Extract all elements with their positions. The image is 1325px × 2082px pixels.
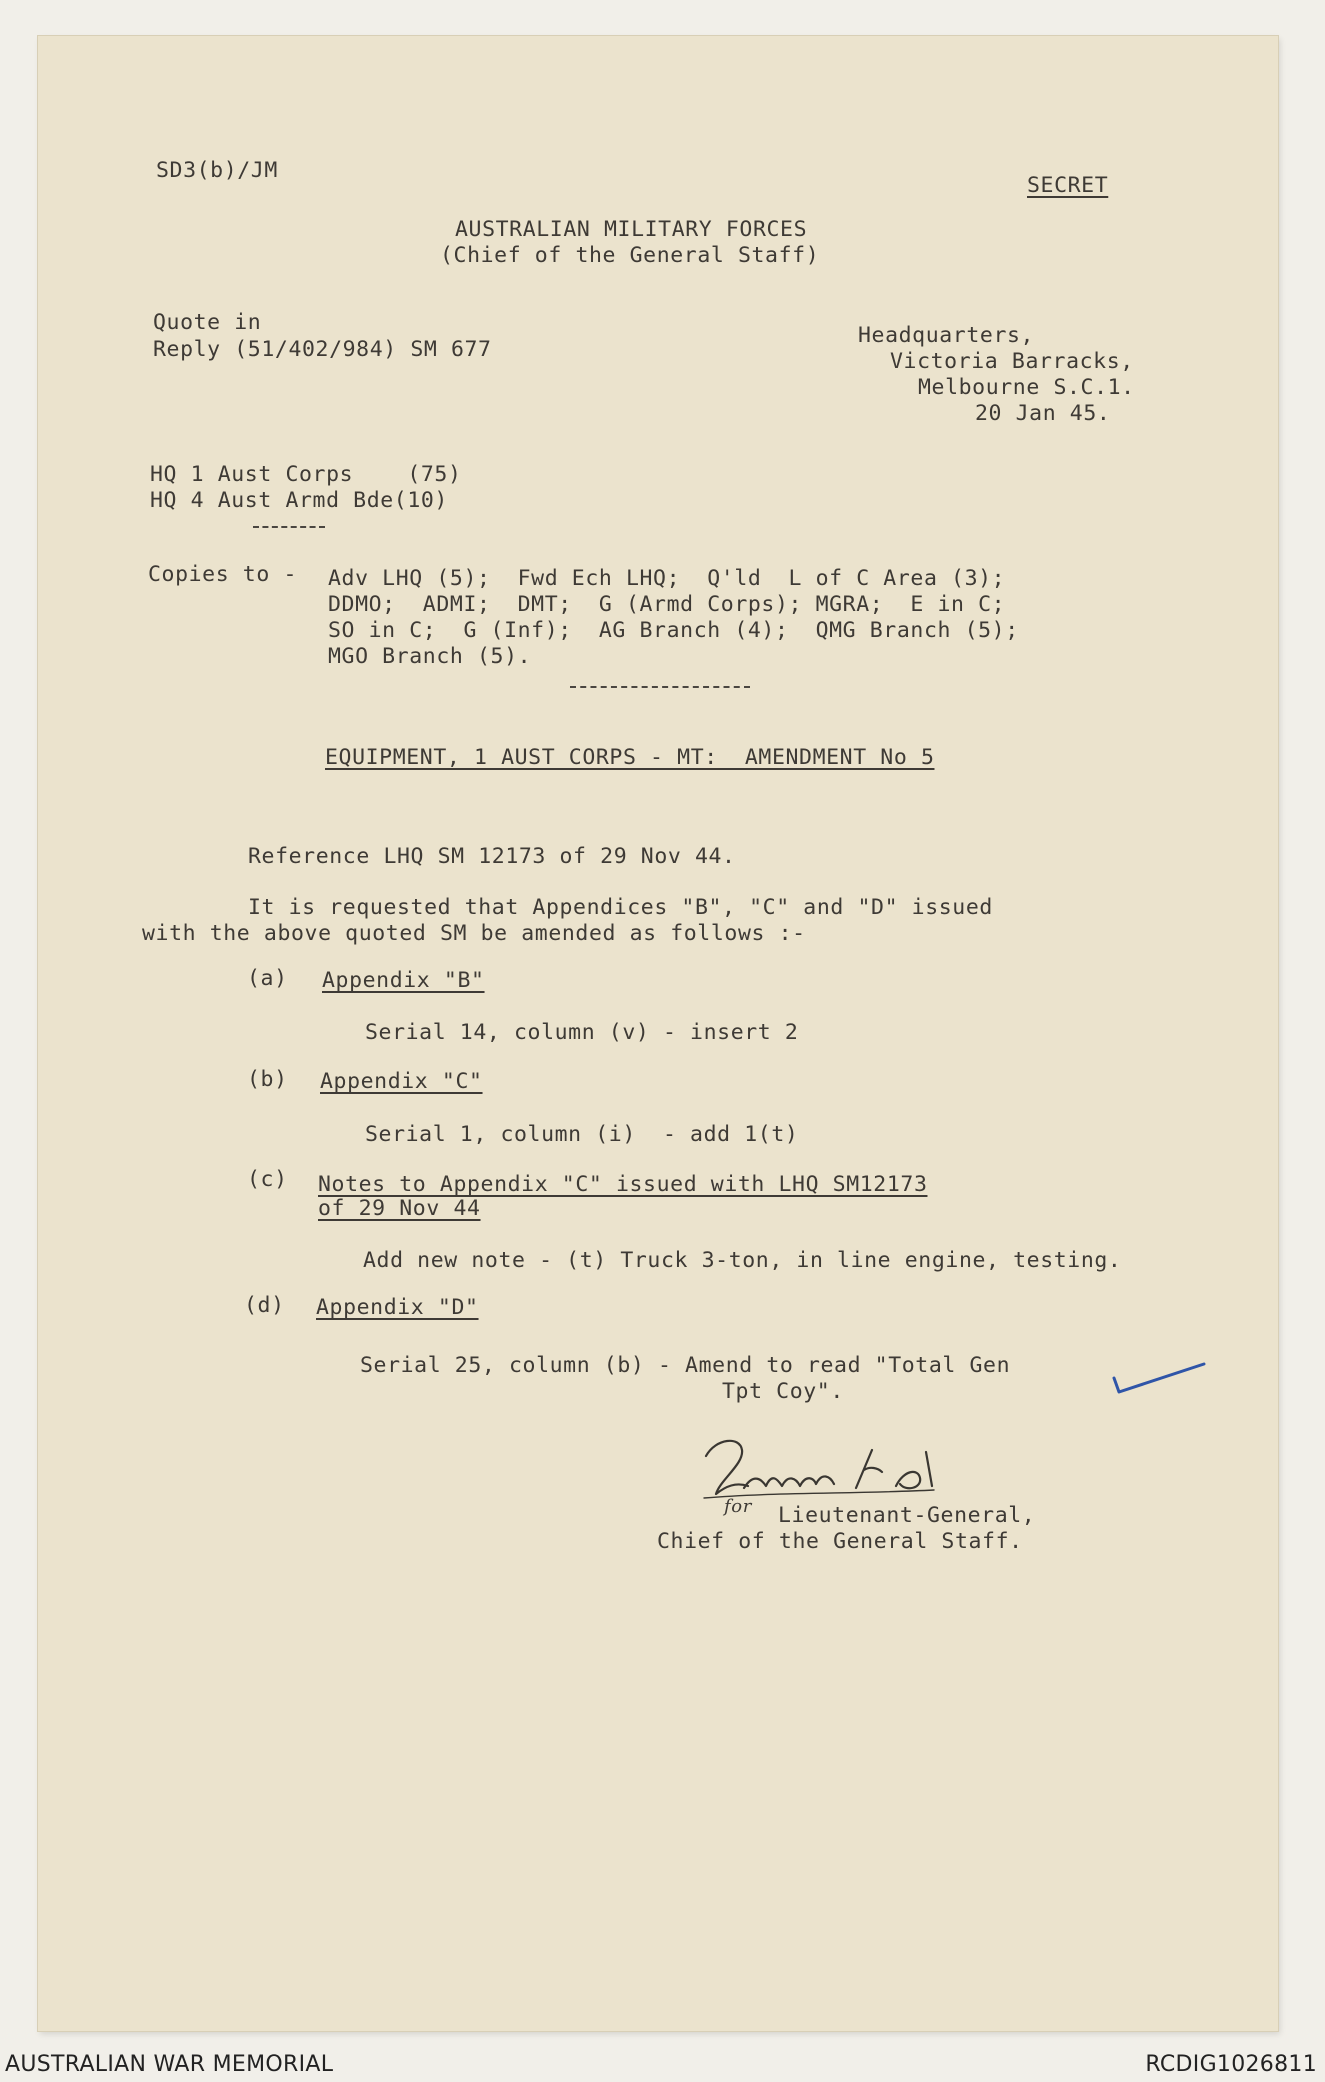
item-body: Tpt Coy". bbox=[722, 1379, 844, 1404]
item-body: Serial 1, column (i) - add 1(t) bbox=[365, 1122, 799, 1147]
quote-reference: Reply (51/402/984) SM 677 bbox=[153, 337, 492, 362]
item-letter: (d) bbox=[244, 1293, 285, 1318]
copies-line: Adv LHQ (5); Fwd Ech LHQ; Q'ld L of C Area (3); bbox=[328, 566, 1006, 591]
item-heading: Appendix "C" bbox=[320, 1069, 483, 1094]
item-heading: Appendix "D" bbox=[316, 1295, 479, 1320]
copies-label: Copies to - bbox=[148, 562, 297, 587]
subject-line: EQUIPMENT, 1 AUST CORPS - MT: AMENDMENT No 5 bbox=[325, 745, 935, 770]
addressee: HQ 4 Aust Armd Bde(10) bbox=[150, 488, 448, 513]
item-heading: of 29 Nov 44 bbox=[318, 1196, 481, 1221]
item-letter: (c) bbox=[247, 1167, 288, 1192]
footer-catalogue-id: RCDIG1026811 bbox=[1145, 2052, 1317, 2077]
signatory-title: Chief of the General Staff. bbox=[657, 1529, 1023, 1554]
separator bbox=[253, 526, 325, 528]
classification-marking: SECRET bbox=[1027, 173, 1109, 198]
request-line: with the above quoted SM be amended as follows :- bbox=[142, 921, 806, 946]
signatory-title: Lieutenant-General, bbox=[778, 1503, 1036, 1528]
separator bbox=[570, 686, 750, 688]
item-body: Serial 25, column (b) - Amend to read "Total Gen bbox=[360, 1353, 1011, 1378]
organisation-subtitle: (Chief of the General Staff) bbox=[440, 243, 820, 268]
hq-line: Melbourne S.C.1. bbox=[918, 375, 1135, 400]
request-line: It is requested that Appendices "B", "C" and "D" issued bbox=[248, 895, 993, 920]
footer-institution: AUSTRALIAN WAR MEMORIAL bbox=[5, 2052, 334, 2077]
addressee: HQ 1 Aust Corps (75) bbox=[150, 462, 462, 487]
reference-line: Reference LHQ SM 12173 of 29 Nov 44. bbox=[248, 844, 736, 869]
document-date: 20 Jan 45. bbox=[975, 401, 1111, 426]
quote-label: Quote in bbox=[153, 310, 262, 335]
copies-line: DDMO; ADMI; DMT; G (Armd Corps); MGRA; E in C; bbox=[328, 592, 1006, 617]
file-reference: SD3(b)/JM bbox=[156, 158, 278, 183]
organisation-name: AUSTRALIAN MILITARY FORCES bbox=[455, 217, 808, 242]
item-heading: Notes to Appendix "C" issued with LHQ SM12173 bbox=[318, 1172, 928, 1197]
hq-line: Victoria Barracks, bbox=[890, 349, 1134, 374]
item-letter: (a) bbox=[247, 966, 288, 991]
copies-line: SO in C; G (Inf); AG Branch (4); QMG Branch (5); bbox=[328, 618, 1019, 643]
item-heading: Appendix "B" bbox=[322, 968, 485, 993]
check-mark-icon bbox=[1110, 1360, 1210, 1400]
item-letter: (b) bbox=[247, 1067, 288, 1092]
hq-line: Headquarters, bbox=[858, 323, 1035, 348]
item-body: Add new note - (t) Truck 3-ton, in line engine, testing. bbox=[363, 1248, 1122, 1273]
signature-for: for bbox=[724, 1496, 752, 1517]
item-body: Serial 14, column (v) - insert 2 bbox=[365, 1020, 799, 1045]
copies-line: MGO Branch (5). bbox=[328, 644, 532, 669]
